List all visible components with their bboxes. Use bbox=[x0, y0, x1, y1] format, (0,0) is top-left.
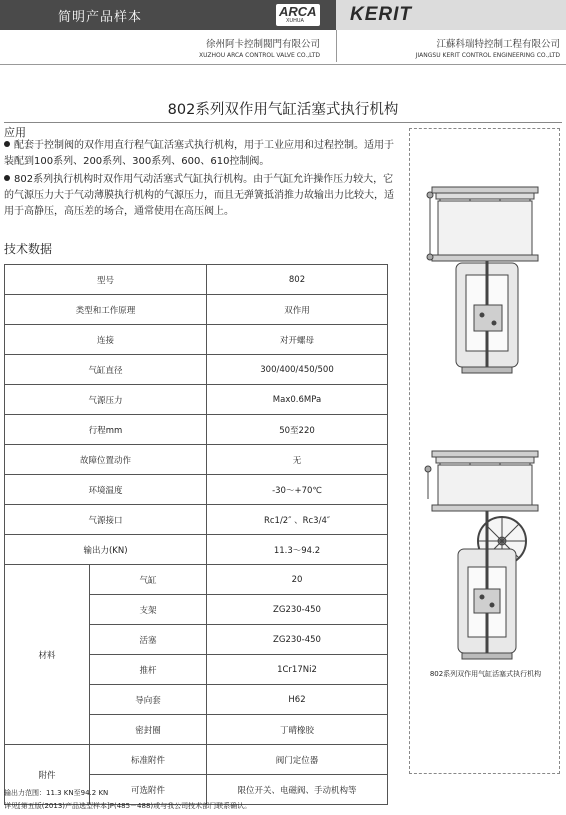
row-label: 输出力(KN) bbox=[5, 535, 207, 565]
row-value: 50至220 bbox=[207, 415, 388, 445]
bullet-icon bbox=[4, 141, 10, 147]
row-value: 无 bbox=[207, 445, 388, 475]
accessory-part: 可选附件 bbox=[90, 775, 207, 805]
company-left-en: XUZHOU ARCA CONTROL VALVE CO.,LTD bbox=[198, 52, 320, 59]
table-row bbox=[5, 445, 388, 475]
material-value: 1Cr17Ni2 bbox=[207, 655, 388, 685]
table-row bbox=[5, 325, 388, 355]
row-value: 802 bbox=[207, 265, 388, 295]
bullet-icon bbox=[4, 175, 10, 181]
material-value: ZG230-450 bbox=[207, 625, 388, 655]
application-bullet-1-text: 配套于控制阀的双作用直行程气缸活塞式执行机构，用于工业应用和过程控制。适用于装配到100系列、200系列、300系列、600、610控制阀。 bbox=[4, 140, 394, 167]
page-title: 802系列双作用气缸活塞式执行机构 bbox=[167, 102, 399, 118]
company-right-en: JIANGSU KERIT CONTROL ENGINEERING CO.,LTD bbox=[415, 52, 560, 59]
material-part: 密封圈 bbox=[90, 715, 207, 745]
header-bar-left bbox=[0, 0, 336, 30]
row-label: 环境温度 bbox=[5, 475, 207, 505]
table-row bbox=[5, 565, 388, 595]
table-row bbox=[5, 505, 388, 535]
table-row bbox=[5, 355, 388, 385]
row-label: 气源接口 bbox=[5, 505, 207, 535]
actuator-drawing-bottom bbox=[425, 451, 538, 659]
row-value: 11.3～94.2 bbox=[207, 535, 388, 565]
row-label: 气源压力 bbox=[5, 385, 207, 415]
material-part: 支架 bbox=[90, 595, 207, 625]
accessory-value: 限位开关、电磁阀、手动机构等 bbox=[207, 775, 388, 805]
table-row bbox=[5, 535, 388, 565]
company-right-cn: 江蘇科瑞特控制工程有限公司 bbox=[436, 39, 560, 50]
arca-logo bbox=[276, 4, 320, 26]
row-value: Max0.6MPa bbox=[207, 385, 388, 415]
title-rule bbox=[4, 122, 562, 123]
row-value: 300/400/450/500 bbox=[207, 355, 388, 385]
header-bar-right bbox=[336, 0, 566, 30]
footnote-2: 详见[第五版(2013)产品选型样本]P(485－488)或与我公司技术部门联系确认。 bbox=[4, 802, 252, 810]
row-value: 对开螺母 bbox=[207, 325, 388, 355]
row-label: 故障位置动作 bbox=[5, 445, 207, 475]
table-row bbox=[5, 295, 388, 325]
accessories-group-label: 附件 bbox=[5, 745, 90, 805]
footnote-1: 输出力范围：11.3 KN至94.2 KN bbox=[4, 789, 109, 797]
kerit-logo: KERIT bbox=[350, 4, 412, 25]
material-value: H62 bbox=[207, 685, 388, 715]
product-image-panel bbox=[409, 128, 560, 774]
table-row bbox=[5, 475, 388, 505]
image-caption: 802系列双作用气缸活塞式执行机构 bbox=[429, 670, 542, 678]
row-label: 类型和工作原理 bbox=[5, 295, 207, 325]
actuator-drawing-top bbox=[427, 187, 538, 373]
table-row bbox=[5, 385, 388, 415]
arca-logo-text: ARCA bbox=[279, 4, 317, 19]
row-label: 型号 bbox=[5, 265, 207, 295]
row-value: -30～+70℃ bbox=[207, 475, 388, 505]
material-value: ZG230-450 bbox=[207, 595, 388, 625]
table-row bbox=[5, 745, 388, 775]
application-heading: 应用 bbox=[4, 126, 26, 139]
catalog-label: 简明产品样本 bbox=[58, 10, 143, 25]
row-value: Rc1/2″ 、Rc3/4″ bbox=[207, 505, 388, 535]
company-left-cn: 徐州阿卡控制閥門有限公司 bbox=[205, 39, 320, 50]
material-part: 气缸 bbox=[90, 565, 207, 595]
material-group-label: 材料 bbox=[5, 565, 90, 745]
header-rule bbox=[0, 64, 566, 65]
tech-data-table bbox=[4, 264, 388, 805]
row-label: 连接 bbox=[5, 325, 207, 355]
tech-data-heading: 技术数据 bbox=[4, 242, 53, 256]
material-part: 导向套 bbox=[90, 685, 207, 715]
arca-logo-sub: XUHUA bbox=[286, 18, 304, 24]
material-value: 丁晴橡胶 bbox=[207, 715, 388, 745]
header-divider bbox=[336, 30, 337, 62]
row-label: 行程mm bbox=[5, 415, 207, 445]
application-bullet-1 bbox=[4, 138, 399, 170]
material-value: 20 bbox=[207, 565, 388, 595]
application-bullet-2 bbox=[4, 172, 399, 220]
table-row bbox=[5, 415, 388, 445]
row-value: 双作用 bbox=[207, 295, 388, 325]
accessory-value: 阀门定位器 bbox=[207, 745, 388, 775]
row-label: 气缸直径 bbox=[5, 355, 207, 385]
material-part: 活塞 bbox=[90, 625, 207, 655]
table-row bbox=[5, 265, 388, 295]
accessory-part: 标准附件 bbox=[90, 745, 207, 775]
material-part: 推杆 bbox=[90, 655, 207, 685]
application-bullet-2-text: 802系列执行机构时双作用气动活塞式气缸执行机构。由于气缸允许操作压力较大，它的气源压力大于气动薄膜执行机构的气源压力，而且无弹簧抵消推力故输出力比较大，适用于高静压，高压差的场合，通常使用在高压阀上。 bbox=[4, 174, 394, 217]
